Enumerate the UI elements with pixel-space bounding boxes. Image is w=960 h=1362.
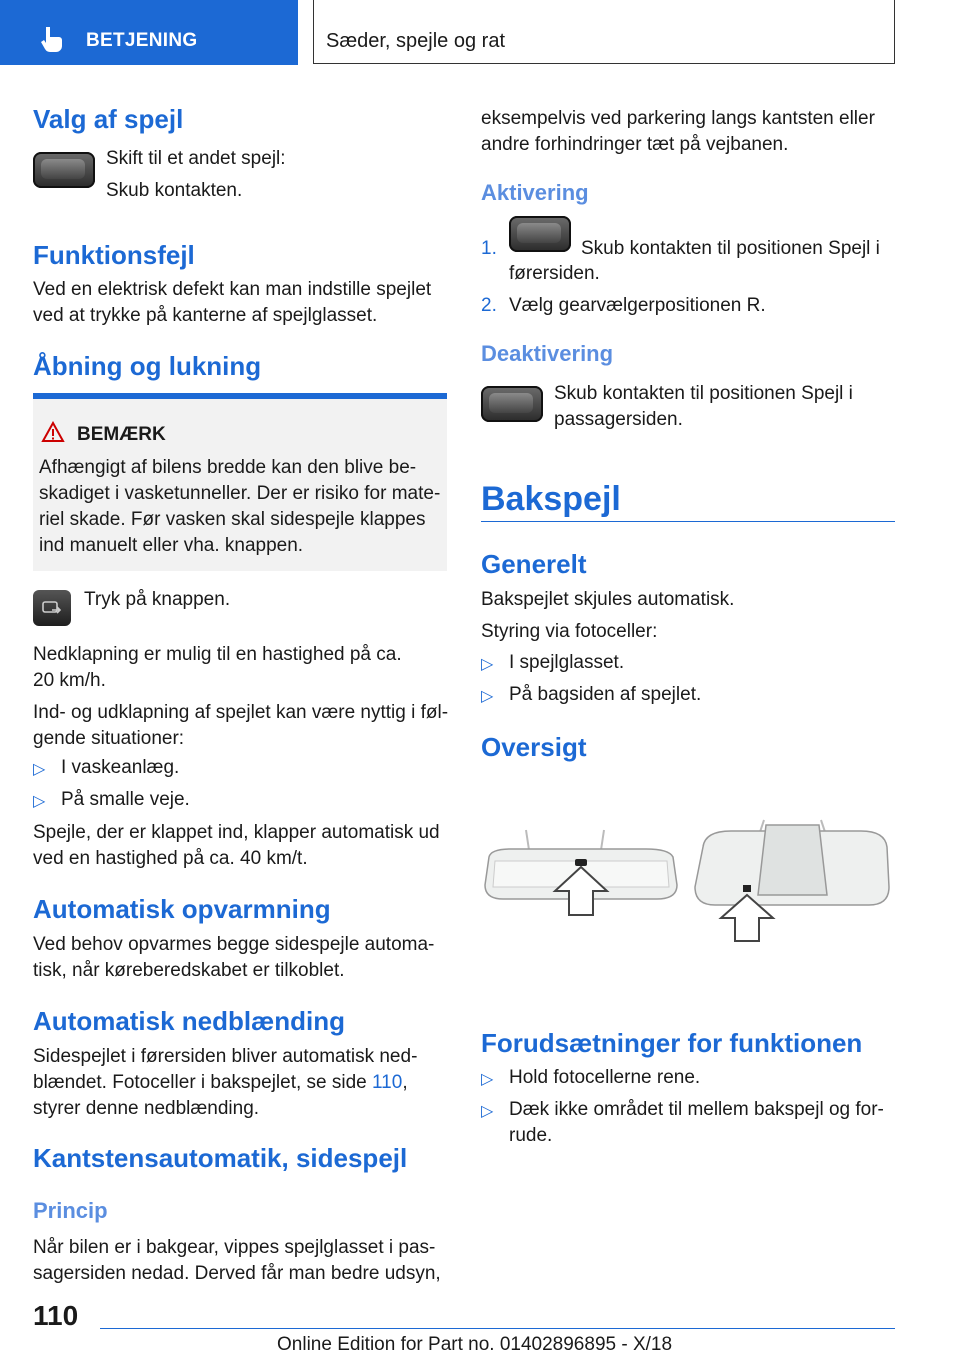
text-line: andre forhindringer tæt på vejbanen. — [481, 134, 789, 155]
page-number: 110 — [33, 1300, 79, 1331]
mirror-switch-image — [481, 386, 543, 422]
heading-deaktivering: Deaktivering — [481, 341, 614, 366]
footer-rule — [100, 1328, 895, 1329]
fold-mirror-icon — [42, 599, 62, 617]
mirror-switch-image — [33, 152, 95, 188]
text-line: Skub kontakten til positionen Spejl i — [554, 383, 853, 404]
section-tab[interactable] — [0, 0, 298, 65]
section-rule — [481, 521, 895, 522]
step-number: 2. — [481, 295, 497, 316]
text-line: Ved en elektrisk defekt kan man indstille spejlet — [33, 279, 432, 300]
text-line: Ind- og udklapning af spejlet kan være nyttig i føl- — [33, 702, 449, 723]
heading-valg-af-spejl: Valg af spejl — [33, 104, 184, 134]
text-line: Skift til et andet spejl: — [106, 148, 286, 169]
text-line: 20 km/h. — [33, 670, 106, 691]
triangle-bullet-icon: ▷ — [33, 793, 46, 810]
heading-funktionsfejl: Funktionsfejl — [33, 240, 195, 270]
note-line: ind manuelt eller vha. knappen. — [39, 535, 304, 556]
triangle-bullet-icon: ▷ — [481, 656, 494, 673]
note-line: riel skade. Før vasken skal sidespejle klappes — [39, 509, 426, 530]
text-line: Når bilen er i bakgear, vippes spejlglasset i pas- — [33, 1237, 436, 1258]
text-line: Tryk på knappen. — [84, 589, 231, 610]
heading-forudsaetninger: Forudsætninger for funktionen — [481, 1028, 863, 1058]
edition-note: Online Edition for Part no. 01402896895 - X/18 — [277, 1334, 673, 1355]
text-line: ved at trykke på kanterne af spejlglasset. — [33, 305, 378, 326]
heading-generelt: Generelt — [481, 549, 587, 579]
text-line: Vælg gearvælgerpositionen R. — [509, 295, 766, 316]
heading-aabning-og-lukning: Åbning og lukning — [33, 351, 262, 381]
text-line: blændet. Fotoceller i bakspejlet, se side 110, — [33, 1072, 408, 1093]
text-line: Skub kontakten til positionen Spejl i — [581, 238, 880, 259]
text-line: Nedklapning er mulig til en hastighed på ca. — [33, 644, 402, 665]
hand-pointer-icon — [40, 26, 64, 52]
section-label: BETJENING — [86, 30, 198, 51]
warning-note — [33, 393, 447, 571]
triangle-bullet-icon: ▷ — [481, 1103, 494, 1120]
text-line: gende situationer: — [33, 728, 185, 749]
triangle-bullet-icon: ▷ — [481, 1071, 494, 1088]
text-line: tisk, når køreberedskabet er tilkoblet. — [33, 960, 345, 981]
chapter-title-box — [313, 0, 895, 64]
heading-aktivering: Aktivering — [481, 180, 589, 205]
text-line: ved en hastighed på ca. 40 km/t. — [33, 848, 308, 869]
heading-oversigt: Oversigt — [481, 732, 587, 762]
step-number: 1. — [481, 238, 497, 259]
text-line: rude. — [509, 1125, 553, 1146]
mirror-switch-image — [509, 216, 571, 252]
page-link[interactable]: 110 — [372, 1072, 403, 1093]
triangle-bullet-icon: ▷ — [481, 688, 494, 705]
chapter-title: Sæder, spejle og rat — [326, 30, 505, 52]
text-line: Spejle, der er klappet ind, klapper automatisk ud — [33, 822, 440, 843]
heading-kantstensautomatik: Kantstensautomatik, sidespejl — [33, 1143, 408, 1173]
text-line: passagersiden. — [554, 409, 683, 430]
text-line: styrer denne nedblænding. — [33, 1098, 260, 1119]
heading-bakspejl: Bakspejl — [481, 480, 621, 518]
note-line: Afhængigt af bilens bredde kan den blive be- — [39, 457, 417, 478]
rearview-mirror-illustration — [481, 815, 895, 945]
mirror-fold-button-image — [33, 590, 71, 626]
text-line: eksempelvis ved parkering langs kantsten eller — [481, 108, 875, 129]
heading-automatisk-opvarmning: Automatisk opvarmning — [33, 894, 331, 924]
heading-automatisk-nedblaending: Automatisk nedblænding — [33, 1006, 345, 1036]
text-line: Ved behov opvarmes begge sidespejle automa- — [33, 934, 435, 955]
text-line: førersiden. — [509, 263, 600, 284]
warning-triangle-icon — [41, 421, 65, 443]
text-line: Styring via fotoceller: — [481, 621, 658, 642]
note-line: skadiget i vasketunneller. Der er risiko for mate- — [39, 483, 441, 504]
text-line: Skub kontakten. — [106, 180, 243, 201]
text-line: Sidespejlet i førersiden bliver automatisk ned- — [33, 1046, 418, 1067]
heading-princip: Princip — [33, 1198, 108, 1223]
text-line: Bakspejlet skjules automatisk. — [481, 589, 735, 610]
triangle-bullet-icon: ▷ — [33, 761, 46, 778]
text-line: sagersiden nedad. Derved får man bedre udsyn, — [33, 1263, 441, 1284]
note-title: BEMÆRK — [77, 424, 166, 445]
